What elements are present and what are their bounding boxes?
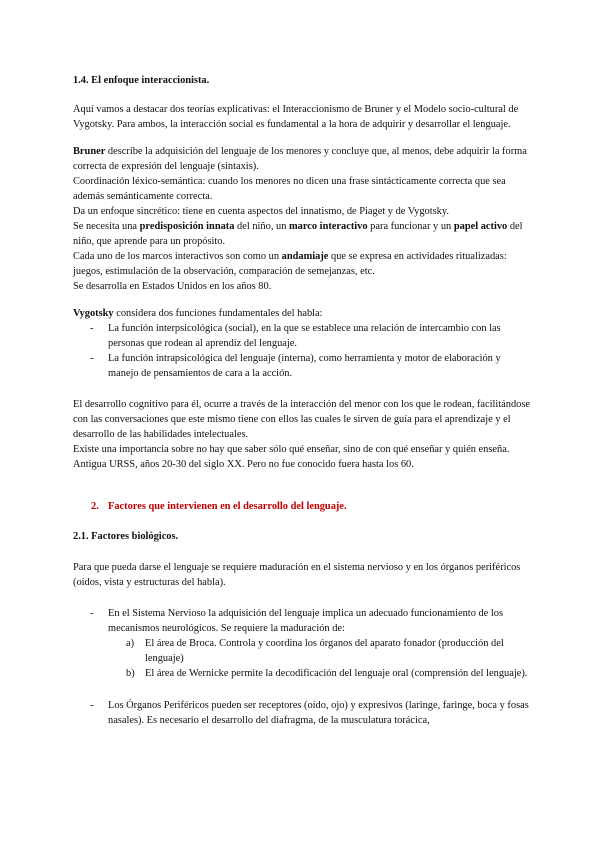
vygotsky-name: Vygotsky: [73, 308, 114, 319]
bruner-block: [73, 144, 533, 294]
vygotsky-paragraph-2: El desarrollo cognitivo para él, ocurre a través de la interacción del menor con los que le rodean, facilitándose con las conversaciones que este mismo tiene con ellos las cuales le sirven de guía para el aprendizaje y el desarrollo de las habilidades intelectuales.: [73, 399, 531, 440]
letter-bullet: a): [126, 638, 135, 649]
letter-bullet: b): [126, 668, 135, 679]
dash-bullet: -: [90, 353, 94, 364]
list-item: - En el Sistema Nervioso la adquisición del lenguaje implica un adecuado funcionamiento de los mecanismos neurológicos. Se requiere la maduración de:: [90, 608, 504, 634]
bruner-paragraph-1: Bruner describe la adquisición del lenguaje de los menores y concluye que, al menos, debe adquirir la forma correcta de expresión del lenguaje (sintaxis).: [73, 146, 527, 172]
vygotsky-paragraph-4: Antigua URSS, años 20-30 del siglo XX. Pero no fue conocido fuera hasta los 60.: [73, 459, 414, 470]
vygotsky-paragraph-1: Vygotsky considera dos funciones fundamentales del habla:: [73, 308, 323, 319]
bruner-paragraph-5: Cada uno de los marcos interactivos son como un andamiaje que se expresa en actividades ritualizadas: juegos, estimulación de la observación, comparación de semejanzas, etc.: [73, 251, 507, 277]
vygotsky-paragraph-3: Existe una importancia sobre no hay que saber sólo qué enseñar, sino de con qué enseñar y quién enseña.: [73, 444, 510, 455]
section-heading-2-1: 2.1. Factores biológicos.: [73, 531, 179, 542]
dash-bullet: -: [90, 323, 94, 334]
bruner-paragraph-2: Coordinación léxico-semántica: cuando los menores no dicen una frase sintácticamente correcta que sea además semánticamente correcta.: [73, 176, 506, 202]
bruner-paragraph-3: Da un enfoque sincrético: tiene en cuenta aspectos del innatismo, de Piaget y de Vygotsky.: [73, 206, 449, 217]
paragraph-2-1: Para que pueda darse el lenguaje se requiere maduración en el sistema nervioso y en los órganos periféricos (oídos, vista y estructuras del habla).: [73, 562, 521, 588]
section-heading-1-4: 1.4. El enfoque interaccionista.: [73, 75, 210, 86]
vygotsky-block: [73, 306, 533, 381]
biology-list: [73, 606, 533, 728]
section-heading-2: 2. Factores que intervienen en el desarrollo del lenguaje.: [91, 501, 347, 512]
list-item: - La función interpsicológica (social), en la que se establece una relación de intercambio con las personas que rodean al aprendiz del lenguaje.: [90, 323, 501, 349]
intro-paragraph: Aquí vamos a destacar dos teorías explicativas: el Interaccionismo de Bruner y el Modelo socio-cultural de Vygotsky. Para ambos, la interacción social es fundamental a la hora de adquirir y desarrollar el lenguaje.: [73, 104, 519, 130]
bruner-paragraph-4: Se necesita una predisposición innata del niño, un marco interactivo para funcionar y un papel activo del niño, que aprende para un propósito.: [73, 221, 523, 247]
bruner-paragraph-6: Se desarrolla en Estados Unidos en los años 80.: [73, 281, 272, 292]
dash-bullet: -: [90, 700, 94, 711]
list-item: - La función intrapsicológica del lenguaje (interna), como herramienta y motor de elaboración y manejo de pensamientos de cara a la acción.: [90, 353, 501, 379]
vygotsky-block-2: [73, 397, 533, 472]
list-item: a) El área de Broca. Controla y coordina los órganos del aparato fonador (producción del lenguaje): [126, 638, 504, 664]
bruner-name: Bruner: [73, 146, 106, 157]
dash-bullet: -: [90, 608, 94, 619]
list-item: b) El área de Wernicke permite la decodificación del lenguaje oral (comprensión del lenguaje).: [126, 668, 528, 679]
document-body: [73, 73, 533, 728]
list-item: - Los Órganos Periféricos pueden ser receptores (oído, ojo) y expresivos (laringe, faringe, boca y fosas nasales). Es necesario el desarrollo del diafragma, de la musculatura torácica,: [90, 700, 529, 726]
